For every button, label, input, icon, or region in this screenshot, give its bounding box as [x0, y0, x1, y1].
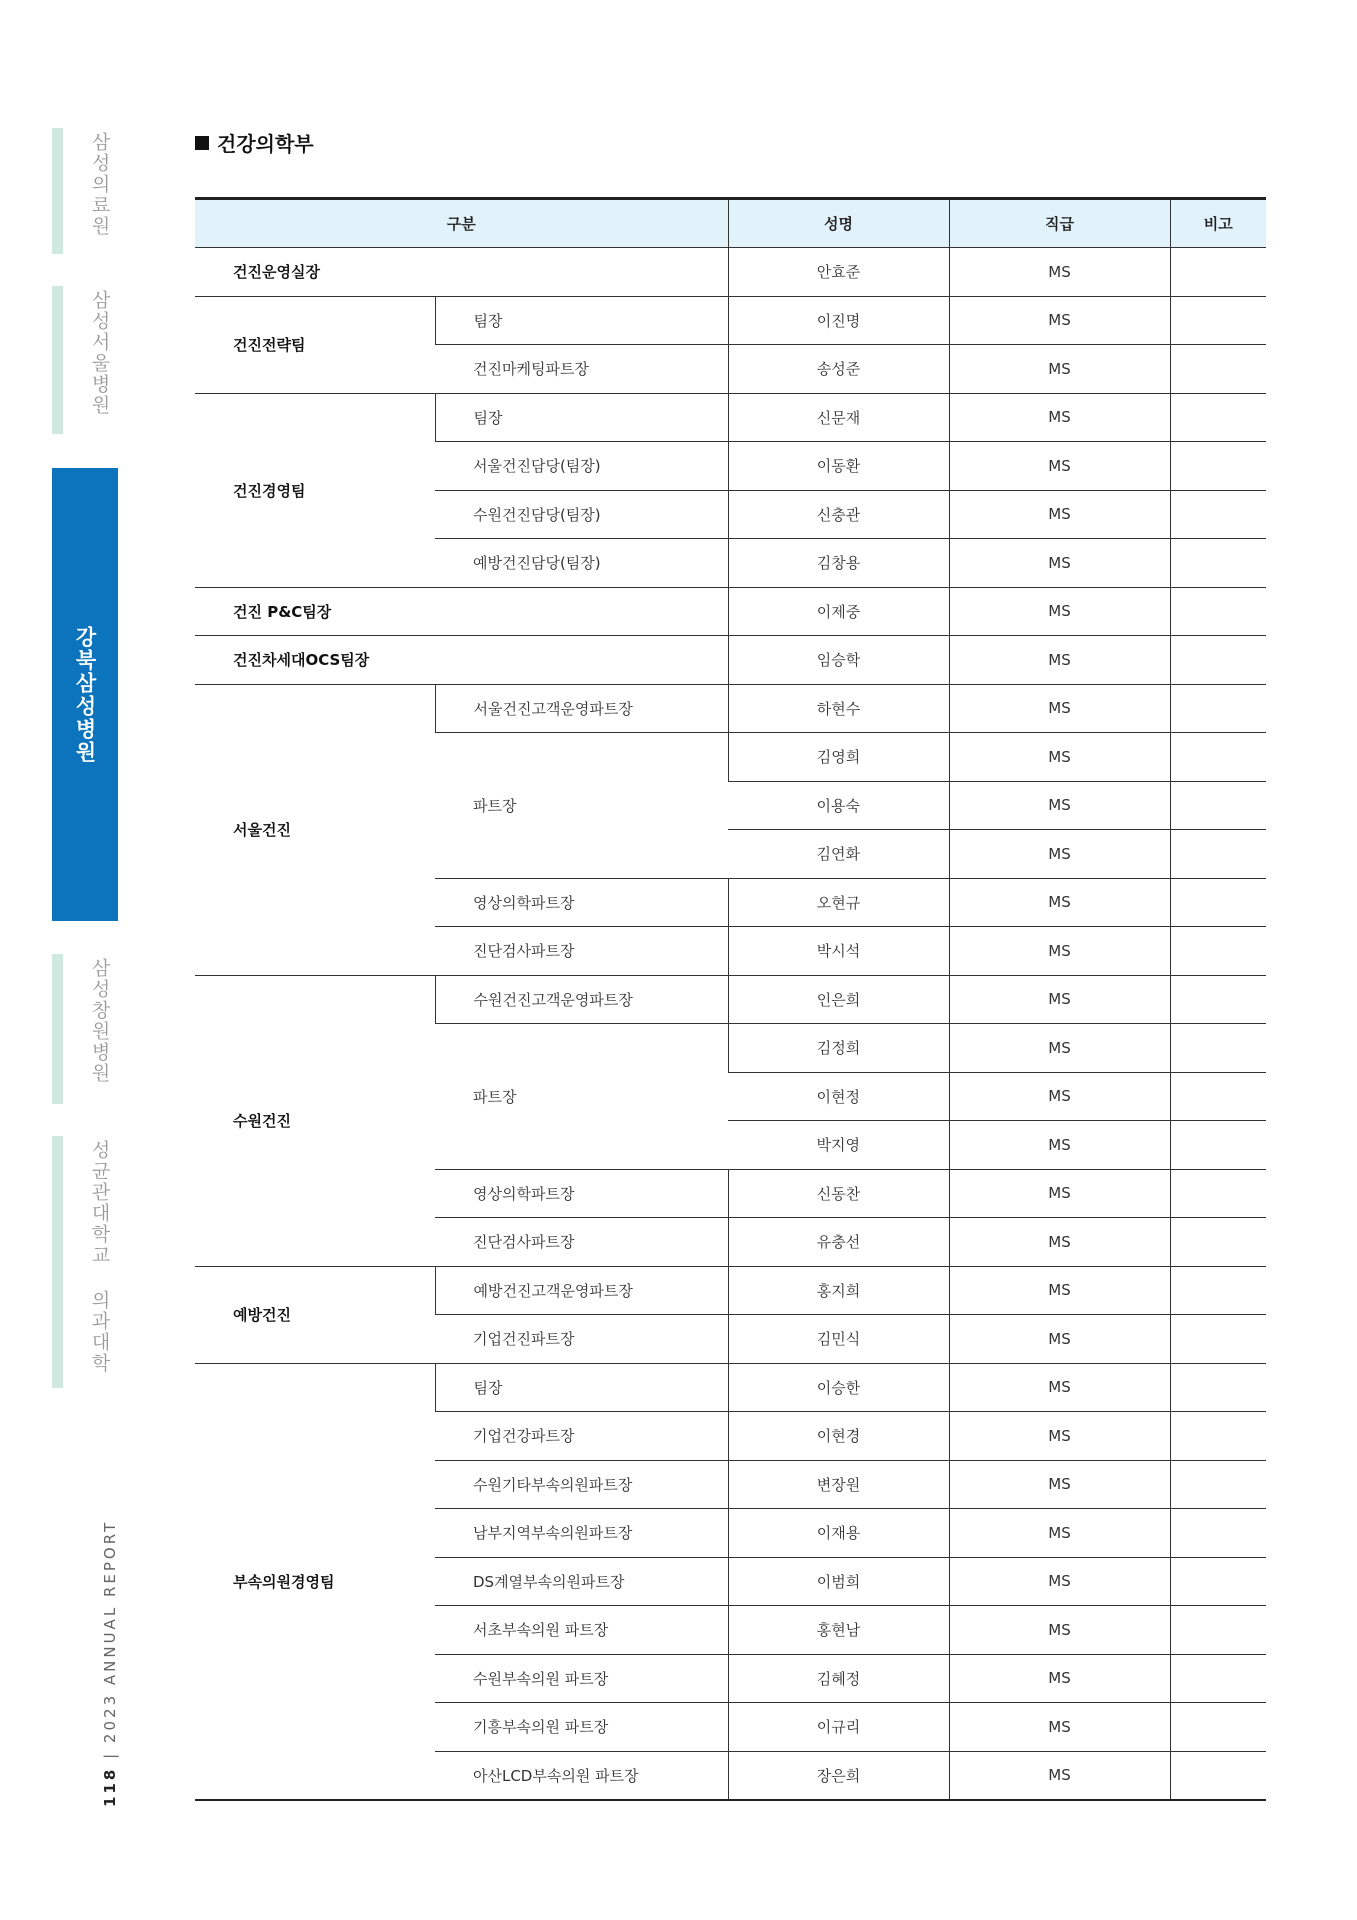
note-cell — [1170, 490, 1266, 539]
note-cell — [1170, 1557, 1266, 1606]
position-cell: 수원건진담당(팀장) — [435, 490, 728, 539]
note-cell — [1170, 975, 1266, 1024]
name-cell: 변장원 — [728, 1460, 949, 1509]
dept-cell: 건진전략팀 — [195, 296, 435, 393]
table-row — [195, 684, 1266, 733]
dept-cell: 서울건진 — [195, 684, 435, 975]
rank-cell: MS — [949, 1509, 1170, 1558]
rank-cell: MS — [949, 393, 1170, 442]
footer-separator: | — [101, 1750, 119, 1759]
name-cell: 이제중 — [728, 587, 949, 636]
position-cell: 팀장 — [435, 296, 728, 345]
dept-cell: 수원건진 — [195, 975, 435, 1266]
position-cell: 예방건진고객운영파트장 — [435, 1266, 728, 1315]
rank-cell: MS — [949, 248, 1170, 297]
name-cell: 신충관 — [728, 490, 949, 539]
position-cell: 기흥부속의원 파트장 — [435, 1703, 728, 1752]
position-cell: 파트장 — [435, 1024, 728, 1170]
dept-cell: 건진운영실장 — [195, 248, 728, 297]
table-row — [195, 1266, 1266, 1315]
position-cell: DS계열부속의원파트장 — [435, 1557, 728, 1606]
note-cell — [1170, 442, 1266, 491]
note-cell — [1170, 830, 1266, 879]
note-cell — [1170, 1315, 1266, 1364]
table-row — [195, 975, 1266, 1024]
rank-cell: MS — [949, 1072, 1170, 1121]
table-header-row — [195, 199, 1266, 248]
note-cell — [1170, 636, 1266, 685]
nav-tab-marker — [52, 1136, 63, 1388]
name-cell: 인은희 — [728, 975, 949, 1024]
rank-cell: MS — [949, 1460, 1170, 1509]
note-cell — [1170, 296, 1266, 345]
position-cell: 서울건진고객운영파트장 — [435, 684, 728, 733]
nav-tab-marker — [52, 128, 63, 254]
nav-tab-skku-medicine[interactable] — [52, 1136, 118, 1388]
name-cell: 김창용 — [728, 539, 949, 588]
name-cell: 이규리 — [728, 1703, 949, 1752]
header-division: 구분 — [195, 199, 728, 248]
rank-cell: MS — [949, 1363, 1170, 1412]
position-cell: 진단검사파트장 — [435, 1218, 728, 1267]
name-cell: 송성준 — [728, 345, 949, 394]
position-cell: 수원건진고객운영파트장 — [435, 975, 728, 1024]
name-cell: 홍지희 — [728, 1266, 949, 1315]
nav-tab-label: 삼성의료원 — [88, 132, 111, 237]
note-cell — [1170, 248, 1266, 297]
note-cell — [1170, 345, 1266, 394]
position-cell: 아산LCD부속의원 파트장 — [435, 1751, 728, 1800]
note-cell — [1170, 1412, 1266, 1461]
rank-cell: MS — [949, 1024, 1170, 1073]
note-cell — [1170, 1266, 1266, 1315]
note-cell — [1170, 1024, 1266, 1073]
name-cell: 신동찬 — [728, 1169, 949, 1218]
note-cell — [1170, 927, 1266, 976]
position-cell: 기업건진파트장 — [435, 1315, 728, 1364]
position-cell: 서울건진담당(팀장) — [435, 442, 728, 491]
position-cell: 팀장 — [435, 393, 728, 442]
name-cell: 홍현남 — [728, 1606, 949, 1655]
position-cell: 영상의학파트장 — [435, 1169, 728, 1218]
report-title: 2023 ANNUAL REPORT — [101, 1519, 119, 1744]
rank-cell: MS — [949, 490, 1170, 539]
position-cell: 팀장 — [435, 1363, 728, 1412]
nav-tab-marker — [52, 286, 63, 434]
position-cell: 예방건진담당(팀장) — [435, 539, 728, 588]
rank-cell: MS — [949, 781, 1170, 830]
note-cell — [1170, 1606, 1266, 1655]
note-cell — [1170, 1654, 1266, 1703]
dept-cell: 건진 P&C팀장 — [195, 587, 728, 636]
name-cell: 김민식 — [728, 1315, 949, 1364]
note-cell — [1170, 1703, 1266, 1752]
position-cell: 기업건강파트장 — [435, 1412, 728, 1461]
header-note: 비고 — [1170, 199, 1266, 248]
rank-cell: MS — [949, 1315, 1170, 1364]
note-cell — [1170, 733, 1266, 782]
name-cell: 장은희 — [728, 1751, 949, 1800]
rank-cell: MS — [949, 927, 1170, 976]
nav-tab-samsung-changwon-hospital[interactable] — [52, 954, 118, 1104]
square-bullet-icon — [195, 136, 209, 150]
note-cell — [1170, 1169, 1266, 1218]
name-cell: 김영희 — [728, 733, 949, 782]
rank-cell: MS — [949, 830, 1170, 879]
rank-cell: MS — [949, 1412, 1170, 1461]
name-cell: 이재용 — [728, 1509, 949, 1558]
position-cell: 진단검사파트장 — [435, 927, 728, 976]
name-cell: 이진명 — [728, 296, 949, 345]
name-cell: 이용숙 — [728, 781, 949, 830]
name-cell: 신문재 — [728, 393, 949, 442]
position-cell: 영상의학파트장 — [435, 878, 728, 927]
dept-cell: 예방건진 — [195, 1266, 435, 1363]
side-navigation — [0, 0, 130, 1920]
name-cell: 김혜정 — [728, 1654, 949, 1703]
name-cell: 유충선 — [728, 1218, 949, 1267]
rank-cell: MS — [949, 1557, 1170, 1606]
note-cell — [1170, 1460, 1266, 1509]
nav-tab-label: 삼성서울병원 — [88, 290, 111, 416]
nav-tab-kangbuk-samsung-hospital[interactable] — [52, 468, 118, 921]
name-cell: 김연화 — [728, 830, 949, 879]
rank-cell: MS — [949, 733, 1170, 782]
dept-cell: 건진차세대OCS팀장 — [195, 636, 728, 685]
header-name: 성명 — [728, 199, 949, 248]
position-cell: 수원부속의원 파트장 — [435, 1654, 728, 1703]
rank-cell: MS — [949, 1703, 1170, 1752]
table-row — [195, 248, 1266, 297]
note-cell — [1170, 1509, 1266, 1558]
rank-cell: MS — [949, 1266, 1170, 1315]
rank-cell: MS — [949, 878, 1170, 927]
nav-tab-label: 성균관대학교 의과대학 — [88, 1140, 111, 1374]
note-cell — [1170, 393, 1266, 442]
nav-tab-samsung-seoul-hospital[interactable] — [52, 286, 118, 434]
section-title-text: 건강의학부 — [217, 132, 314, 156]
rank-cell: MS — [949, 1751, 1170, 1800]
name-cell: 이범희 — [728, 1557, 949, 1606]
name-cell: 임승학 — [728, 636, 949, 685]
page-number: 118 — [101, 1766, 119, 1807]
rank-cell: MS — [949, 1654, 1170, 1703]
rank-cell: MS — [949, 539, 1170, 588]
section-title — [195, 128, 314, 157]
position-cell: 파트장 — [435, 733, 728, 879]
rank-cell: MS — [949, 684, 1170, 733]
name-cell: 이승한 — [728, 1363, 949, 1412]
name-cell: 안효준 — [728, 248, 949, 297]
rank-cell: MS — [949, 1606, 1170, 1655]
header-rank: 직급 — [949, 199, 1170, 248]
note-cell — [1170, 539, 1266, 588]
name-cell: 박시석 — [728, 927, 949, 976]
rank-cell: MS — [949, 442, 1170, 491]
name-cell: 오현규 — [728, 878, 949, 927]
staff-table — [195, 197, 1266, 1801]
rank-cell: MS — [949, 345, 1170, 394]
position-cell: 건진마케팅파트장 — [435, 345, 728, 394]
position-cell: 수원기타부속의원파트장 — [435, 1460, 728, 1509]
table-row — [195, 296, 1266, 345]
note-cell — [1170, 684, 1266, 733]
name-cell: 박지영 — [728, 1121, 949, 1170]
note-cell — [1170, 1363, 1266, 1412]
rank-cell: MS — [949, 587, 1170, 636]
note-cell — [1170, 878, 1266, 927]
name-cell: 이현정 — [728, 1072, 949, 1121]
rank-cell: MS — [949, 1218, 1170, 1267]
rank-cell: MS — [949, 1121, 1170, 1170]
nav-tab-samsung-medical-center[interactable] — [52, 128, 118, 254]
note-cell — [1170, 587, 1266, 636]
name-cell: 하현수 — [728, 684, 949, 733]
name-cell: 김정희 — [728, 1024, 949, 1073]
rank-cell: MS — [949, 636, 1170, 685]
name-cell: 이현경 — [728, 1412, 949, 1461]
dept-cell: 건진경영팀 — [195, 393, 435, 587]
note-cell — [1170, 1751, 1266, 1800]
note-cell — [1170, 781, 1266, 830]
table-row — [195, 393, 1266, 442]
rank-cell: MS — [949, 1169, 1170, 1218]
table-row — [195, 1363, 1266, 1412]
note-cell — [1170, 1121, 1266, 1170]
dept-cell: 부속의원경영팀 — [195, 1363, 435, 1800]
table-row — [195, 587, 1266, 636]
nav-tab-marker — [52, 954, 63, 1104]
note-cell — [1170, 1072, 1266, 1121]
name-cell: 이동환 — [728, 442, 949, 491]
rank-cell: MS — [949, 296, 1170, 345]
nav-tab-label: 강북삼성병원 — [73, 625, 97, 764]
page-footer — [98, 1519, 122, 1810]
table-row — [195, 636, 1266, 685]
position-cell: 남부지역부속의원파트장 — [435, 1509, 728, 1558]
note-cell — [1170, 1218, 1266, 1267]
rank-cell: MS — [949, 975, 1170, 1024]
position-cell: 서초부속의원 파트장 — [435, 1606, 728, 1655]
nav-tab-label: 삼성창원병원 — [88, 958, 111, 1084]
